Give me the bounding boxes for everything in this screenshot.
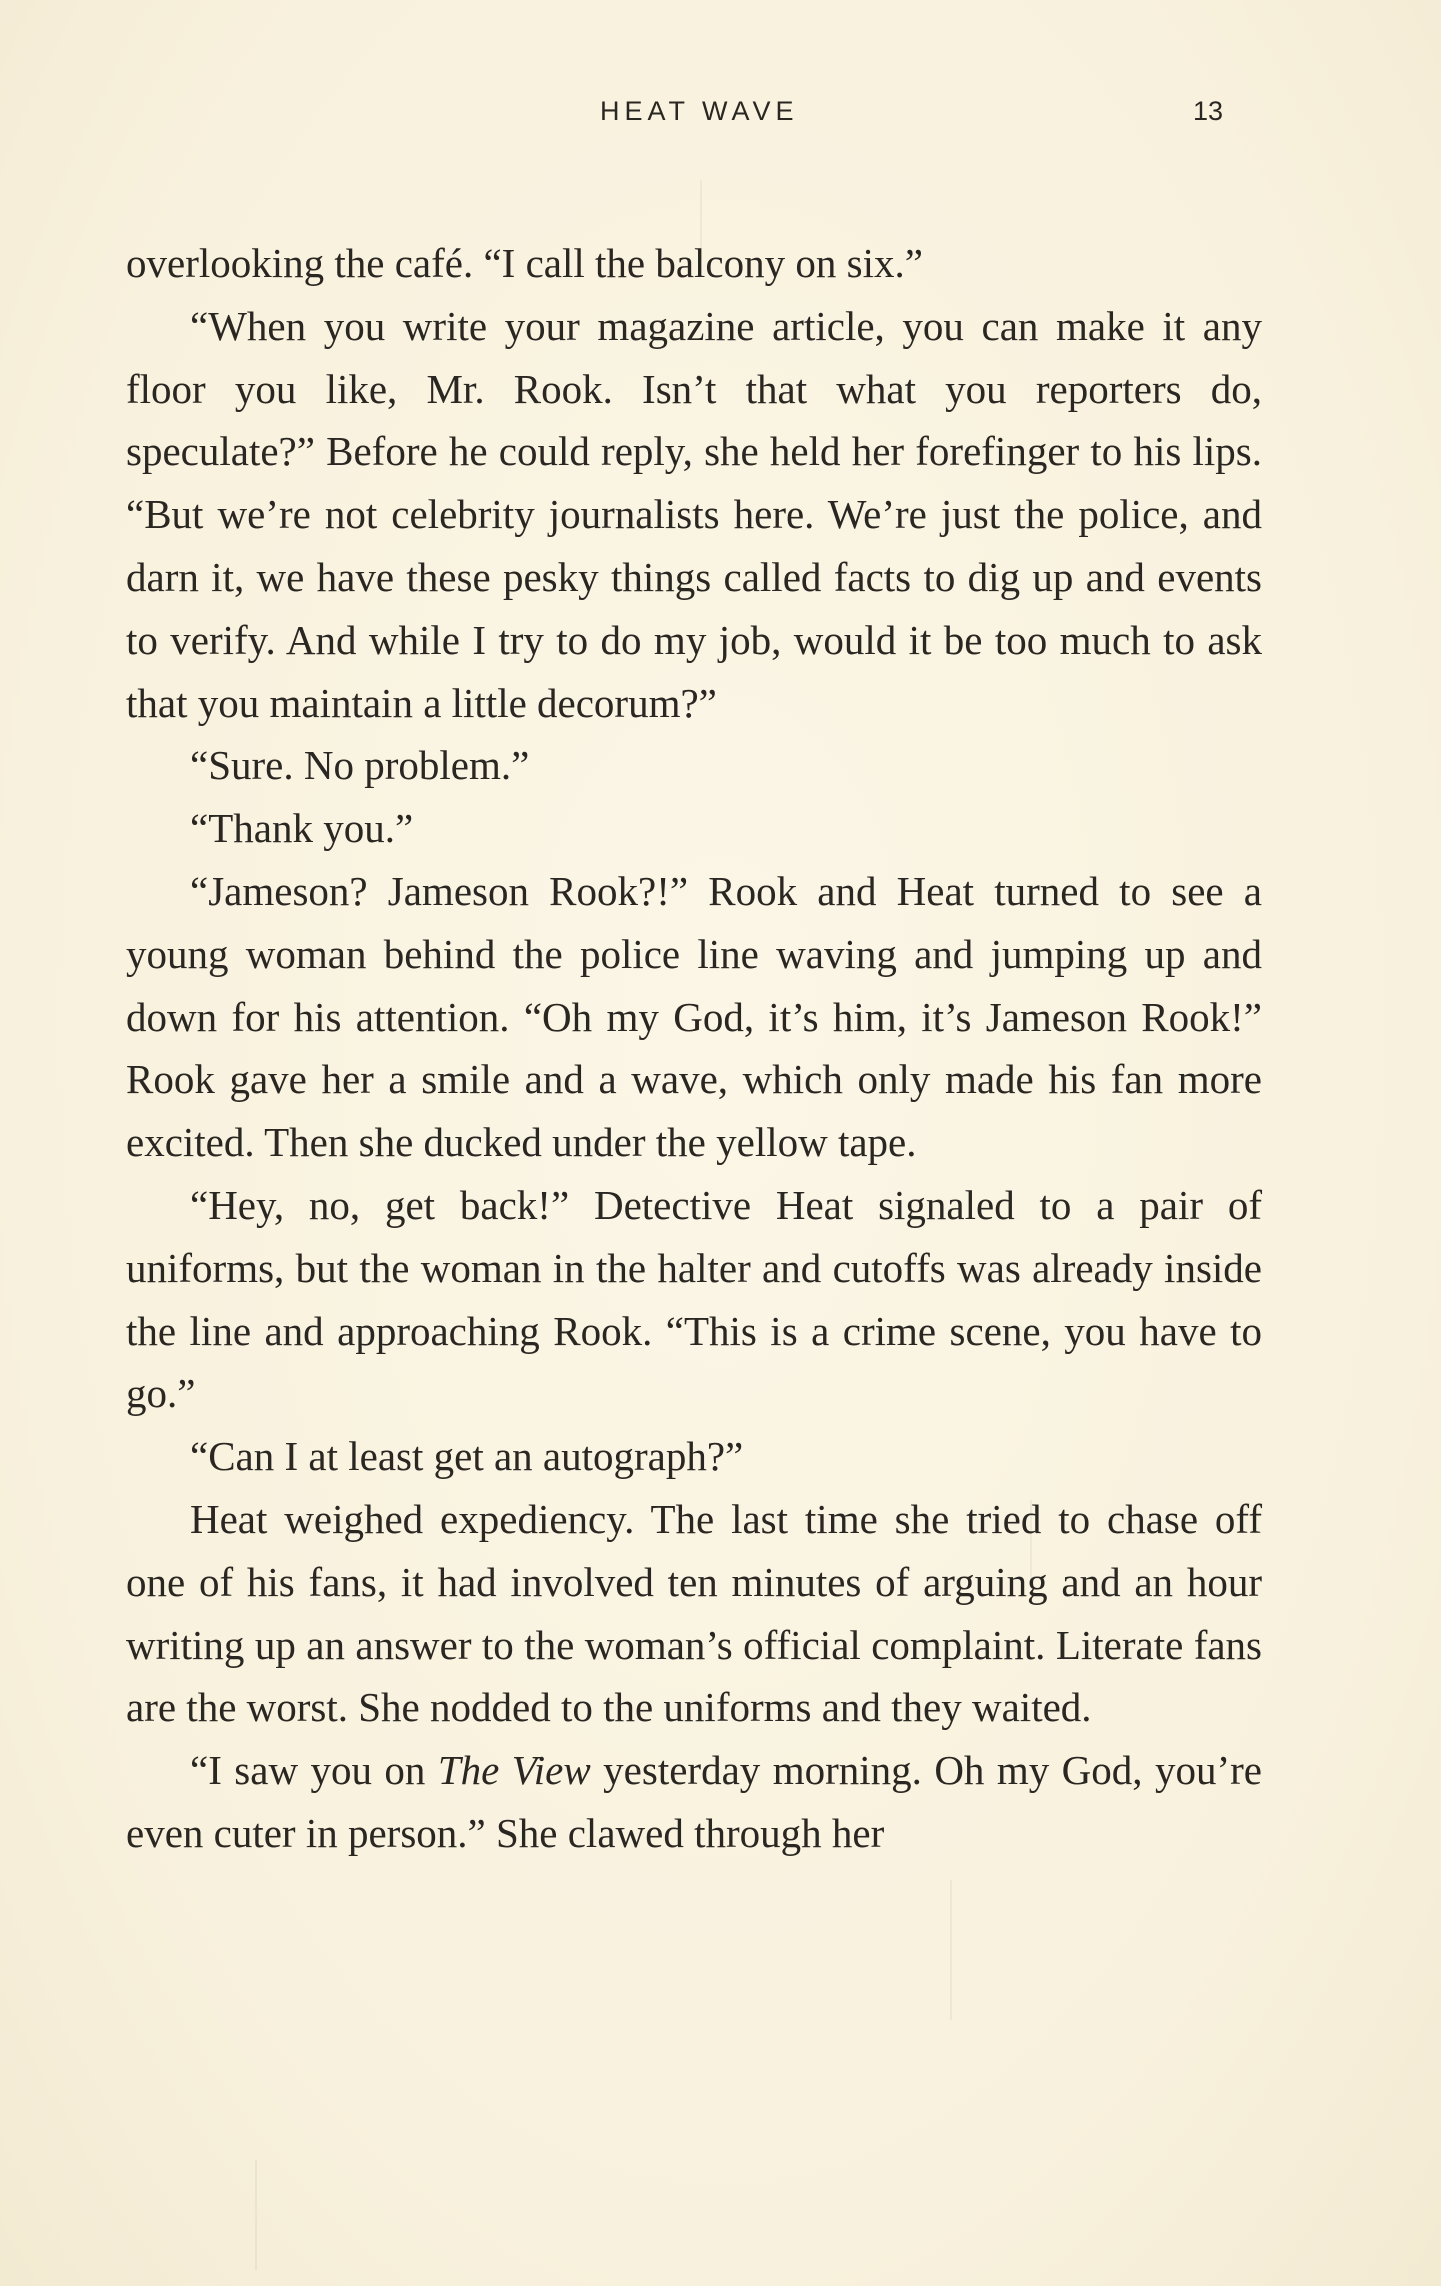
- page-number: 13: [1193, 96, 1224, 126]
- scan-artifact: [950, 1880, 952, 2020]
- running-head: [0, 96, 1441, 136]
- paragraph: “Jameson? Jameson Rook?!” Rook and Heat turned to see a young woman behind the police line waving and jumping up and down for his attention. “Oh my God, it’s him, it’s Jameson Rook!” Rook gave her a smile and a wave, which only made his fan more excited. Then she ducked under the yellow tape.: [126, 867, 1262, 1166]
- paragraph: overlooking the café. “I call the balcony on six.”: [126, 240, 923, 286]
- paragraph-text: “I saw you on: [190, 1747, 438, 1794]
- paragraph: “Can I at least get an autograph?”: [190, 1433, 744, 1480]
- paragraph-text: yesterday morning. Oh my God, you’re even cuter in person.” She clawed through her: [126, 1747, 1262, 1856]
- body-text: [126, 232, 1262, 1865]
- paragraph: [126, 1739, 1262, 1865]
- paragraph: “Hey, no, get back!” Detective Heat signaled to a pair of uniforms, but the woman in the halter and cutoffs was already inside the line and approaching Rook. “This is a crime scene, you have to go.”: [126, 1181, 1262, 1417]
- paragraph: “When you write your magazine article, you can make it any floor you like, Mr. Rook. Isn’t that what you reporters do, speculate?” Before he could reply, she held her forefinger to his lips. “But we’re not celebrity journalists here. We’re just the police, and darn it, we have these pesky things called facts to dig up and events to verify. And while I try to do my job, would it be too much to ask that you maintain a little decorum?”: [126, 302, 1262, 726]
- paragraph: Heat weighed expediency. The last time she tried to chase off one of his fans, it had involved ten minutes of arguing and an hour writing up an answer to the woman’s official complaint. Literate fans are the worst. She nodded to the uniforms and they waited.: [126, 1495, 1262, 1731]
- show-title: The View: [437, 1747, 591, 1794]
- scan-artifact: [255, 2160, 257, 2270]
- book-title: HEAT WAVE: [600, 96, 799, 126]
- paragraph: “Thank you.”: [190, 805, 414, 852]
- paragraph: “Sure. No problem.”: [190, 742, 530, 789]
